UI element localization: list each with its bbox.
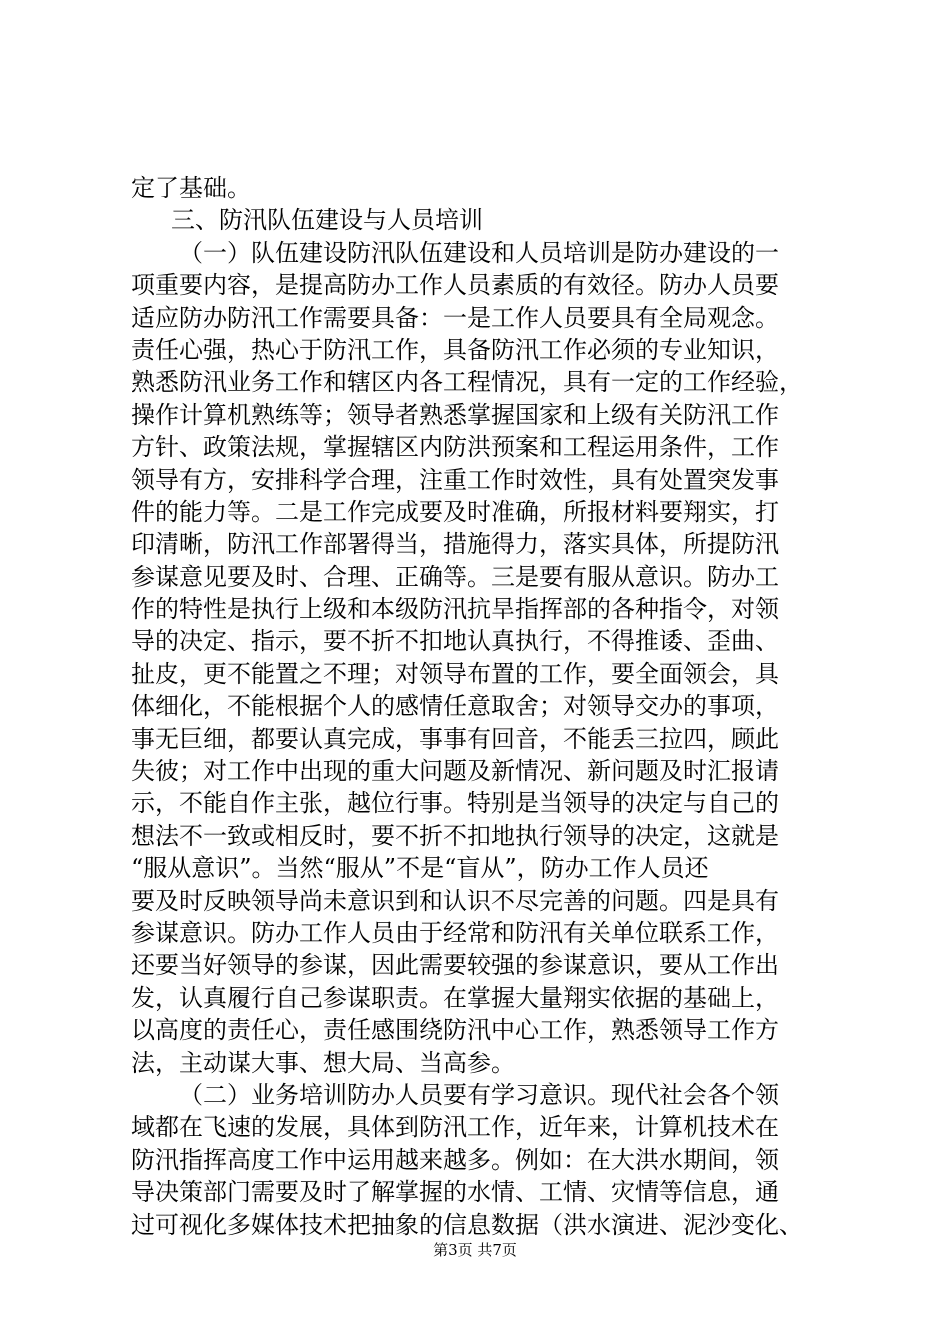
text-line: 导的决定、指示，要不折不扣地认真执行，不得推诿、歪曲、 [131, 627, 779, 656]
text-line: 还要当好领导的参谋，因此需要较强的参谋意识，要从工作出 [131, 951, 779, 980]
text-line: 适应防办防汛工作需要具备：一是工作人员要具有全局观念。 [131, 303, 779, 332]
section-heading: 三、防汛队伍建设与人员培训 [171, 206, 483, 235]
text-line: 体细化，不能根据个人的感情任意取舍；对领导交办的事项， [131, 692, 779, 721]
text-line: 导决策部门需要及时了解掌握的水情、工情、灾情等信息，通 [131, 1178, 779, 1207]
text-line: 过可视化多媒体技术把抽象的信息数据（洪水演进、泥沙变化、 [131, 1210, 803, 1239]
text-line: 定了基础。 [131, 174, 251, 202]
text-line: 印清晰，防汛工作部署得当，措施得力，落实具体，所提防汛 [131, 530, 779, 559]
text-line: 失彼；对工作中出现的重大问题及新情况、新问题及时汇报请 [131, 757, 779, 786]
paragraph-first-line: （一）队伍建设防汛队伍建设和人员培训是防办建设的一 [179, 238, 779, 267]
text-line: 件的能力等。二是工作完成要及时准确，所报材料要翔实，打 [131, 497, 779, 526]
paragraph-first-line: （二）业务培训防办人员要有学习意识。现代社会各个领 [179, 1080, 779, 1109]
page-number-footer: 第3页 共7页 [433, 1241, 517, 1259]
text-line: 作的特性是执行上级和本级防汛抗旱指挥部的各种指令，对领 [131, 595, 779, 624]
text-line: 想法不一致或相反时，要不折不扣地执行领导的决定，这就是 [131, 821, 779, 850]
text-line: 以高度的责任心，责任感围绕防汛中心工作，熟悉领导工作方 [131, 1016, 779, 1045]
text-line: 参谋意识。防办工作人员由于经常和防汛有关单位联系工作， [131, 918, 779, 947]
text-line: 操作计算机熟练等；领导者熟悉掌握国家和上级有关防汛工作 [131, 400, 779, 429]
text-line: 示，不能自作主张，越位行事。特别是当领导的决定与自己的 [131, 789, 779, 818]
text-line: 发，认真履行自己参谋职责。在掌握大量翔实依据的基础上， [131, 983, 779, 1012]
text-line: 责任心强，热心于防汛工作，具备防汛工作必须的专业知识， [131, 335, 779, 364]
text-line: 事无巨细，都要认真完成，事事有回音，不能丢三拉四，顾此 [131, 724, 779, 753]
text-line: 扯皮，更不能置之不理；对领导布置的工作，要全面领会，具 [131, 659, 779, 688]
text-line: 项重要内容，是提高防办工作人员素质的有效径。防办人员要 [131, 271, 779, 300]
text-line: 要及时反映领导尚未意识到和认识不尽完善的问题。四是具有 [131, 886, 779, 915]
document-body [131, 172, 841, 1241]
text-line: “服从意识”。当然“服从”不是“盲从”，防办工作人员还 [131, 854, 709, 883]
text-line: 领导有方，安排科学合理，注重工作时效性，具有处置突发事 [131, 465, 779, 494]
text-line: 参谋意见要及时、合理、正确等。三是要有服从意识。防办工 [131, 562, 779, 591]
text-line: 方针、政策法规，掌握辖区内防洪预案和工程运用条件，工作 [131, 433, 779, 462]
text-line: 防汛指挥高度工作中运用越来越多。例如：在大洪水期间，领 [131, 1145, 779, 1174]
text-line: 熟悉防汛业务工作和辖区内各工程情况，具有一定的工作经验， [131, 368, 803, 397]
text-line: 法，主动谋大事、想大局、当高参。 [131, 1048, 515, 1077]
text-line: 域都在飞速的发展，具体到防汛工作，近年来，计算机技术在 [131, 1113, 779, 1142]
